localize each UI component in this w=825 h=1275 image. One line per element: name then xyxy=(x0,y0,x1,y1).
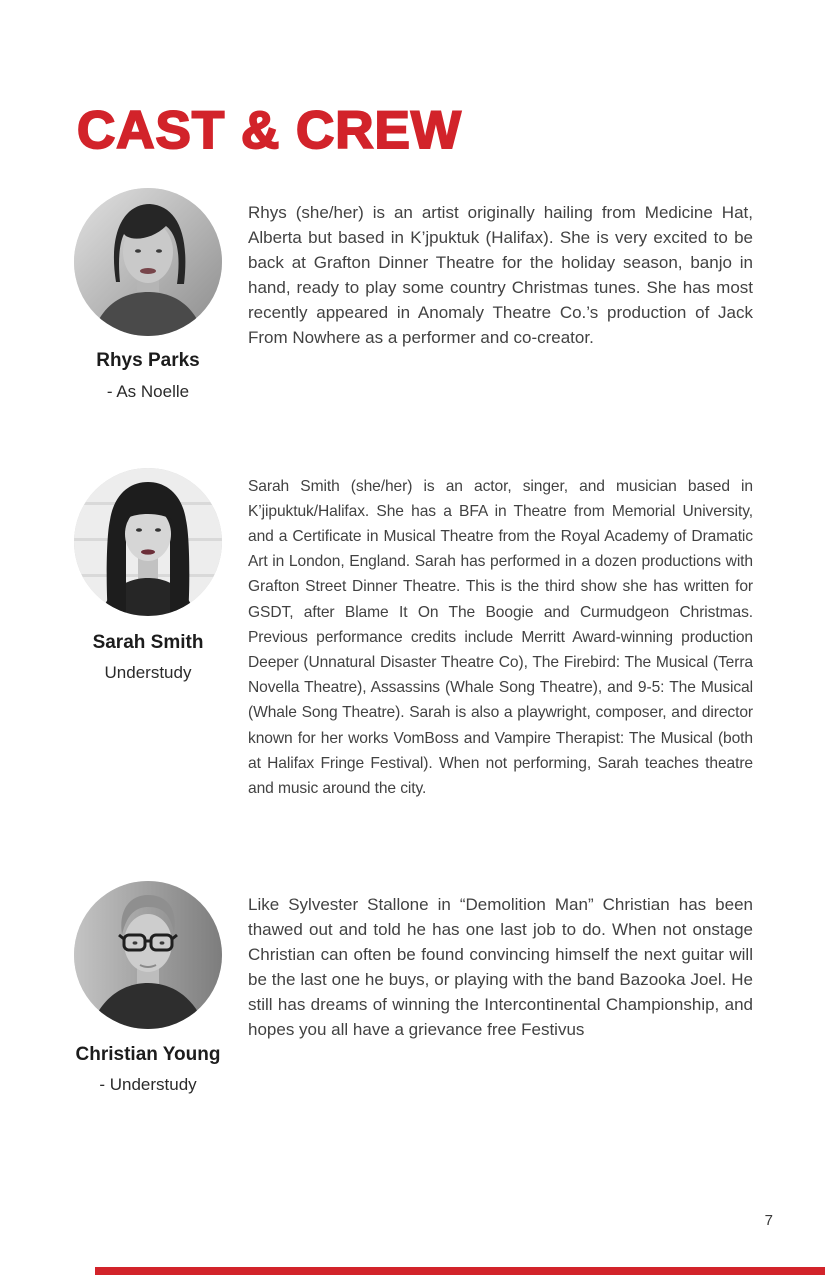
cast-name: Rhys Parks xyxy=(96,350,200,371)
page-title: CAST & CREW xyxy=(77,100,462,160)
cast-bio: Sarah Smith (she/her) is an actor, singer, and musician based in K’jipuktuk/Halifax. She has a BFA in Theatre from Memorial University, and a Certificate in Musical Theatre from the Royal Academy of Dramatic Art in London, England. Sarah has performed in a dozen productions with Grafton Street Dinner Theatre. This is the third show she has written for GSDT, after Blame It On The Boogie and Curmudgeon Christmas. Previous performance credits include Merritt Award-winning production Deeper (Unnatural Disaster Theatre Co), The Firebird: The Musical (Terra Novella Theatre), Assassins (Whale Song Theatre), and 9-5: The Musical (Whale Song Theatre). Sarah is also a playwright, composer, and director known for her works VomBoss and Vampire Therapist: The Musical (both at Halifax Fringe Festival). When not performing, Sarah teaches theatre and music around the city. xyxy=(248,477,753,798)
cast-name: Sarah Smith xyxy=(92,632,204,653)
cast-name: Christian Young xyxy=(75,1044,221,1065)
woman-portrait-icon xyxy=(74,188,222,336)
cast-bio: Rhys (she/her) is an artist originally hailing from Medicine Hat, Alberta but based in K’jpuktuk (Halifax). She is very excited to be back at Grafton Dinner Theatre for the holiday season, banjo in hand, ready to play some country Christmas tunes. She has most recently appeared in Anomaly Theatre Co.’s production of Jack From Nowhere as a performer and co-creator. xyxy=(248,203,753,347)
christian-young-portrait-photo xyxy=(74,881,222,1029)
cast-role: - Understudy xyxy=(99,1075,197,1094)
cast-role: - As Noelle xyxy=(106,382,190,401)
rhys-parks-portrait-photo xyxy=(74,188,222,336)
sarah-smith-portrait-photo xyxy=(74,468,222,616)
cast-role: Understudy xyxy=(104,663,192,682)
page-number: 7 xyxy=(764,1212,773,1229)
footer-accent-bar xyxy=(95,1267,825,1275)
cast-bio: Like Sylvester Stallone in “Demolition Man” Christian has been thawed out and told he has one last job to do. When not onstage Christian can often be found convincing himself the next guitar will be the last one he buys, or playing with the band Bazooka Joel. He still has dreams of winning the Intercontinental Championship, and hopes you all have a grievance free Festivus xyxy=(248,895,753,1039)
woman-long-hair-portrait-icon xyxy=(74,468,222,616)
man-glasses-portrait-icon xyxy=(74,881,222,1029)
